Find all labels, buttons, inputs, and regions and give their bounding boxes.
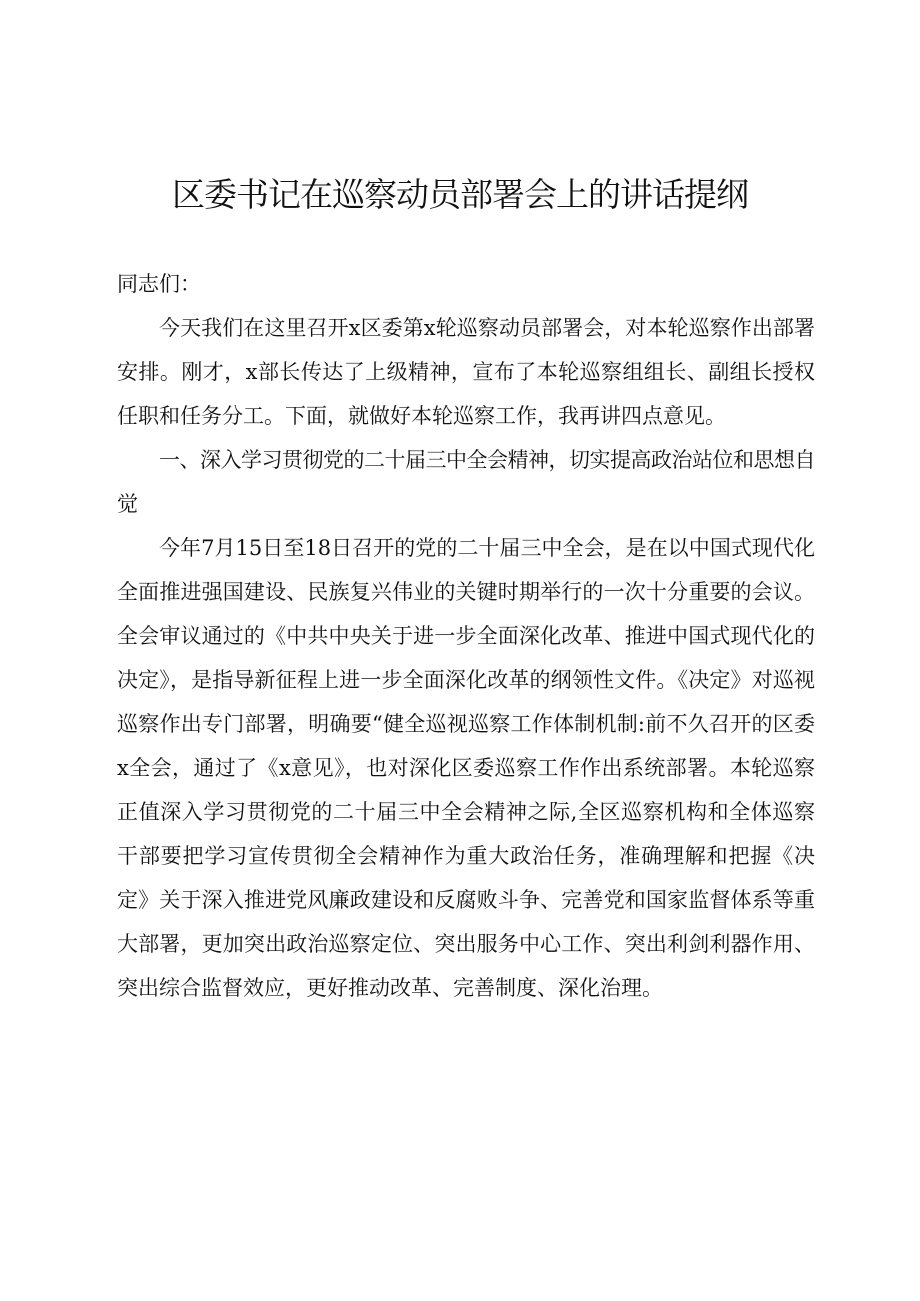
section-1-heading: 一、深入学习贯彻党的二十届三中全会精神，切实提高政治站位和思想自觉 bbox=[117, 448, 815, 516]
document-title: 区委书记在巡察动员部署会上的讲话提纲 bbox=[172, 175, 748, 214]
salutation: 同志们： bbox=[117, 272, 201, 296]
document-body bbox=[117, 262, 815, 1010]
opening-paragraph: 今天我们在这里召开x区委第x轮巡察动员部署会，对本轮巡察作出部署安排。刚才，x部长传达了上级精神，宣布了本轮巡察组组长、副组长授权任职和任务分工。下面，就做好本轮巡察工作，我再讲四点意见。 bbox=[117, 316, 815, 428]
section-1-paragraph: 今年7月15日至18日召开的党的二十届三中全会，是在以中国式现代化全面推进强国建设、民族复兴伟业的关键时期举行的一次十分重要的会议。全会审议通过的《中共中央关于进一步全面深化改革、推进中国式现代化的决定》，是指导新征程上进一步全面深化改革的纲领性文件。《决定》对巡视巡察作出专门部署，明确要“健全巡视巡察工作体制机制:前不久召开的区委x全会，通过了《x意见》，也对深化区委巡察工作作出系统部署。本轮巡察正值深入学习贯彻党的二十届三中全会精神之际,全区巡察机构和全体巡察干部要把学习宣传贯彻全会精神作为重大政治任务，准确理解和把握《决定》关于深入推进党风廉政建设和反腐败斗争、完善党和国家监督体系等重大部署，更加突出政治巡察定位、突出服务中心工作、突出利剑利器作用、突出综合监督效应，更好推动改革、完善制度、深化治理。 bbox=[117, 536, 815, 1000]
